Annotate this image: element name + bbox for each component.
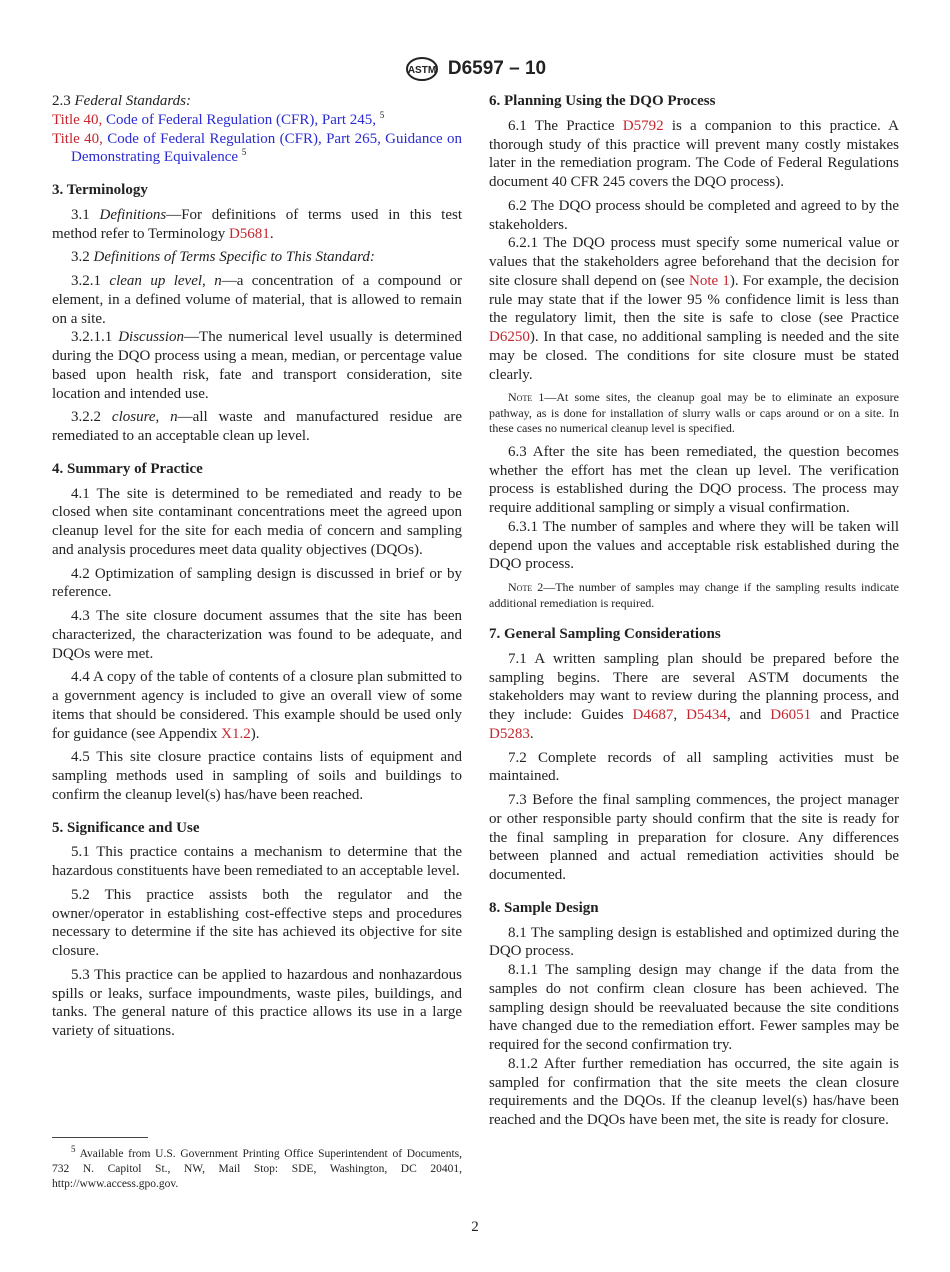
text-run: Federal Standards: [74, 93, 192, 109]
note-label: Note 1 [508, 390, 545, 405]
text-run: Discussion [118, 329, 185, 346]
text-run: 8. Sample Design [489, 899, 599, 916]
text-run: ). [250, 725, 260, 742]
paragraph [52, 748, 462, 804]
astm-logo-icon [404, 56, 440, 82]
reference-link[interactable]: Title 40, [52, 111, 103, 128]
reference-link[interactable]: Note 1 [688, 272, 730, 289]
paragraph [489, 1055, 899, 1130]
text-run: 3.2.1 [71, 273, 110, 289]
text-run: 6.3 After the site has been remediated, the question becomes whether the effort has met the clean up level. The verification process is established during the DQO process. The process may require additional sampling or simply a visual confirmation. [489, 443, 899, 516]
text-run: . [269, 225, 274, 242]
text-run: , and [726, 707, 771, 723]
page-header [0, 56, 950, 82]
text-run: clean up level, n [109, 273, 222, 289]
text-run: 7.1 A written sampling plan should be prepared before the sampling begins. There are several ASTM documents the stakeholders may want to review during the planning process, and they include: Guides [489, 650, 899, 723]
footnote-ref: 5 [241, 147, 247, 158]
paragraph [52, 272, 462, 328]
page-number: 2 [471, 1219, 479, 1235]
paragraph [489, 749, 899, 787]
paragraph [489, 443, 899, 518]
text-run: closure, n [111, 409, 178, 426]
text-run: —The numerical level usually is determined during the DQO process using a mean, median, or percentage value based upon health risk, fate and transport consideration, site location and intended use. [52, 329, 463, 402]
paragraph [52, 966, 462, 1041]
paragraph [489, 197, 899, 235]
paragraph [52, 565, 462, 603]
text-run: 4.1 The site is determined to be remediated and ready to be closed when site contaminant concentrations meet the agreed upon cleanup level for the site for each media of concern and sampling and analysis procedures meet data quality objectives (DQOs). [52, 485, 462, 558]
text-run: 4.3 The site closure document assumes that the site has been characterized, the characterization was found to be adequate, and DQOs were met. [52, 608, 462, 662]
reference-link[interactable]: D5283 [489, 725, 530, 742]
text-run: —a concentration of a compound or element, in a defined volume of material, that is allowed to remain on a site. [52, 273, 463, 327]
reference-link[interactable]: D6051 [770, 707, 812, 723]
text-run: 3.2.1.1 [71, 329, 119, 346]
paragraph [52, 607, 462, 663]
text-run: is a companion to this practice. A thorough study of this practice will prevent many costly mistakes later in the remediation program. The Code of Federal Regulations document 40 CFR 245 covers the DQO process). [489, 117, 899, 190]
text-run: 8.1.1 The sampling design may change if the data from the samples do not confirm clean closure has been achieved. The sampling design should be reevaluated because the site conditions have changed due to the remediation effort. Fewer samples may be required for the second confirmation try. [489, 962, 899, 1053]
paragraph [52, 206, 462, 244]
text-run: 6.3.1 The number of samples and where they will be taken will depend upon the values and acceptable risk established during the DQO process. [489, 518, 899, 573]
left-column [52, 92, 462, 1046]
text-run: , [673, 707, 687, 723]
text-run: 6.1 The Practice [508, 117, 623, 134]
paragraph [489, 961, 899, 1055]
text-run: Definitions [99, 206, 167, 223]
text-run: Definitions of Terms Specific to This Standard: [93, 249, 375, 266]
designation: D6597 – 10 [447, 58, 547, 79]
text-run: 7. General Sampling Considerations [489, 626, 721, 642]
paragraph [489, 650, 899, 744]
text-run: 3.2.2 [71, 409, 112, 426]
reference-link[interactable]: D5681 [228, 225, 270, 242]
section-heading [489, 625, 899, 644]
text-run: 6.2 The DQO process should be completed and agreed to by the stakeholders. [489, 197, 899, 233]
text-run: 5.1 This practice contains a mechanism to determine that the hazardous constituents have been remediated to an acceptable level. [52, 844, 462, 879]
text-run: 6. Planning Using the DQO Process [489, 93, 716, 109]
reference-link[interactable]: X1.2 [221, 725, 251, 742]
footnote-text: Available from U.S. Government Printing Office Superintendent of Documents, 732 N. Capitol St., NW, Mail Stop: SDE, Washington, DC 20401, http://www.access.gpo.gov. [52, 1148, 462, 1190]
text-run: 4.4 A copy of the table of contents of a closure plan submitted to a government agency is included to give an overall view of some items that should be considered. This example should be used only for guidance (see Appendix [52, 669, 462, 742]
reference-link[interactable]: Code of Federal Regulation (CFR), Part 245, [102, 111, 380, 128]
reference-link[interactable]: Title 40, [52, 130, 103, 147]
text-run: —At some sites, the cleanup goal may be to eliminate an exposure pathway, as is done for installation of slurry walls or caps around or on a site. In these cases no numerical cleanup level is specified. [489, 390, 899, 436]
reference-link[interactable]: D6250 [489, 329, 530, 345]
text-run: —The number of samples may change if the sampling results indicate additional remediation is required. [489, 580, 900, 610]
text-run: 8.1 The sampling design is established and optimized during the DQO process. [489, 924, 899, 960]
text-run: —all waste and manufactured residue are remediated to an acceptable clean up level. [52, 409, 463, 444]
text-run: 3. Terminology [52, 182, 148, 198]
paragraph [52, 668, 462, 743]
section-heading [489, 92, 899, 111]
text-run: 3.2 [71, 249, 94, 266]
text-run: 5.2 This practice assists both the regulator and the owner/operator in establishing cost-effective steps and procedures necessary to determine if the site has achieved its objective for site closure. [52, 886, 462, 959]
text-run: 3.1 [71, 206, 100, 223]
text-run: 7.3 Before the final sampling commences, the project manager or other responsible party should confirm that the site is ready for the final sampling in preparation for closure. Any differences between planned and actual remediation activities should be documented. [489, 792, 899, 883]
text-run: —For definitions of terms used in this test method refer to Terminology [52, 206, 463, 242]
text-run: 2.3 [52, 93, 75, 109]
paragraph [489, 791, 899, 885]
text-run: ). For example, the decision rule may state that if the lower 95 % confidence limit is less than the regulatory limit, then the site is safe to close (see Practice [489, 272, 899, 327]
text-run: 6.2.1 The DQO process must specify some numerical value or values that the stakeholders agree beforehand that the decision for site closure shall depend on (see [489, 235, 899, 289]
text-run: 8.1.2 After further remediation has occurred, the site again is sampled for confirmation that the site meets the clean closure requirements and the DQOs. If the cleanup level(s) has/have been reached and the DQOs have been met, the site is ready for closure. [489, 1055, 899, 1128]
reference-link[interactable]: D5434 [686, 707, 727, 723]
paragraph [52, 92, 462, 111]
paragraph [52, 886, 462, 961]
paragraph [52, 843, 462, 881]
note [489, 580, 899, 611]
paragraph [52, 130, 462, 168]
footnote-ref: 5 [379, 109, 385, 120]
svg-text:ASTM: ASTM [407, 65, 437, 76]
footnote [52, 1137, 462, 1192]
section-heading [52, 181, 462, 200]
footnote-rule [52, 1137, 148, 1138]
note [489, 390, 899, 437]
paragraph [52, 328, 462, 403]
note-label: Note 2 [508, 580, 544, 594]
paragraph [52, 485, 462, 560]
footnote-mark: 5 [71, 1144, 76, 1155]
paragraph [52, 408, 462, 446]
section-heading [489, 899, 899, 918]
paragraph [52, 111, 462, 130]
text-run: ). In that case, no additional sampling is needed and the site may be closed. The conditions for site closure must be stated clearly. [489, 329, 899, 383]
text-run: and Practice [811, 707, 900, 723]
text-run: 4.5 This site closure practice contains lists of equipment and sampling methods used in sampling of soils and buildings to confirm the cleanup level(s) has/have been reached. [52, 749, 462, 803]
reference-link[interactable]: Code of Federal Regulation (CFR), Part 265, Guidance on Demonstrating Equivalence [71, 130, 463, 166]
text-run: 5. Significance and Use [52, 819, 200, 836]
paragraph [489, 924, 899, 962]
paragraph [489, 117, 899, 192]
text-run: 4.2 Optimization of sampling design is discussed in brief or by reference. [52, 565, 462, 601]
section-heading [52, 819, 462, 838]
text-run: 7.2 Complete records of all sampling activities must be maintained. [489, 749, 899, 785]
text-run: . [529, 725, 534, 742]
right-column [489, 92, 899, 1135]
reference-link[interactable]: D5792 [622, 117, 664, 134]
paragraph [52, 248, 462, 267]
text-run: 4. Summary of Practice [52, 460, 203, 477]
section-heading [52, 460, 462, 479]
paragraph [489, 518, 899, 574]
paragraph [489, 234, 899, 384]
text-run: 5.3 This practice can be applied to hazardous and nonhazardous spills or leaks, surface impoundments, waste piles, buildings, and tanks. The general nature of this practice allows its use in a large variety of situations. [52, 966, 462, 1039]
reference-link[interactable]: D4687 [632, 707, 674, 723]
